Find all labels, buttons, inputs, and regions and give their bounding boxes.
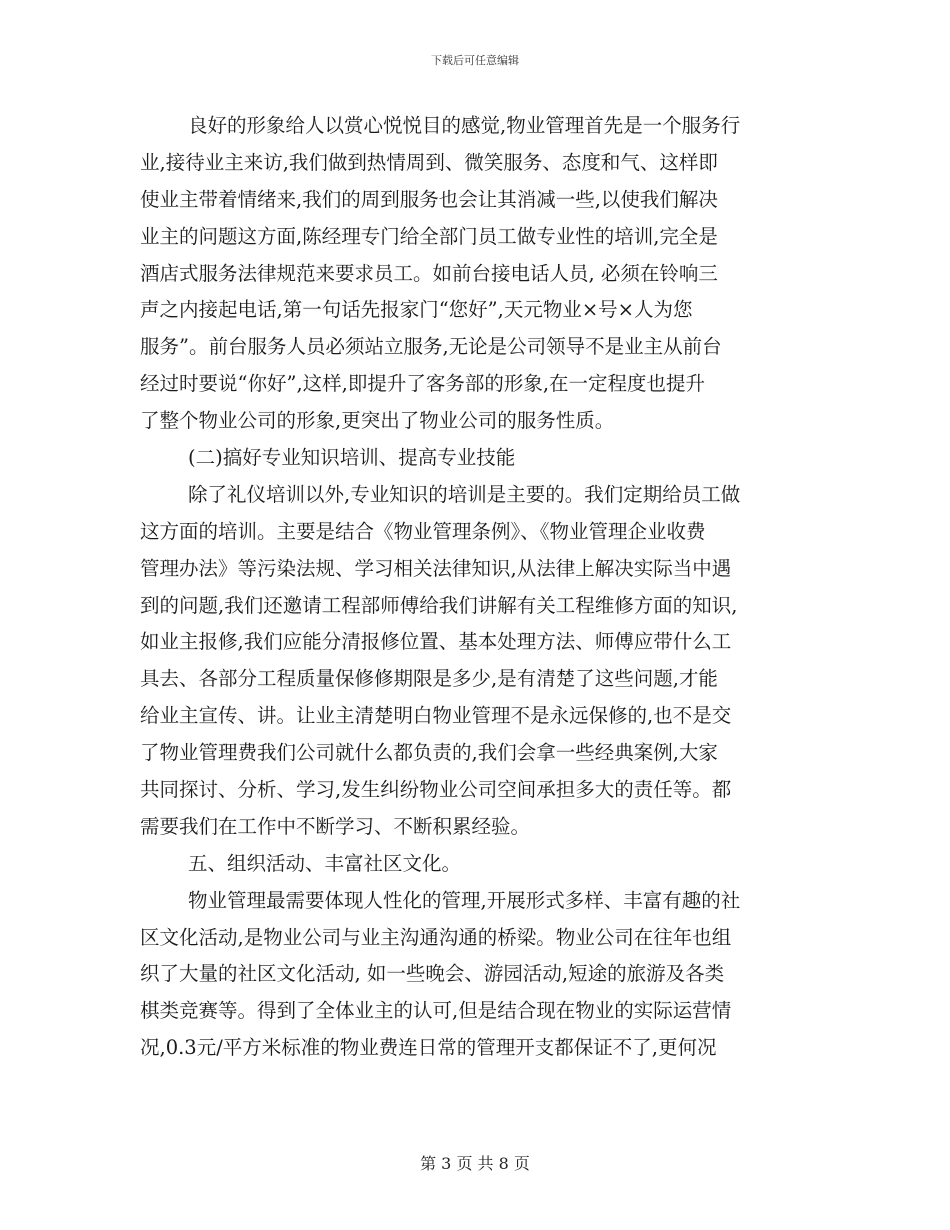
text-line: 声之内接起电话,第一句话先报家门“您好”,天元物业×号×人为您 [140, 298, 693, 322]
page-number: 第 3 页 共 8 页 [420, 1154, 530, 1173]
header-note: 下载后可任意编辑 [431, 54, 519, 67]
text-line: 良好的形象给人以赏心悦悦目的感觉,物业管理首先是一个服务行 [188, 114, 741, 137]
text-line: 区文化活动,是物业公司与业主沟通沟通的桥梁。物业公司在往年也组 [140, 925, 732, 949]
text-line: 使业主带着情绪来,我们的周到服务也会让其消减一些,以使我们解决 [140, 187, 718, 211]
text-line: 了整个物业公司的形象,更突出了物业公司的服务性质。 [140, 409, 615, 433]
text-line: 共同探讨、分析、学习,发生纠纷物业公司空间承担多大的责任等。都 [140, 778, 732, 802]
text-line: 酒店式服务法律规范来要求员工。如前台接电话人员, 必须在铃响三 [140, 261, 718, 285]
text-line: 到的问题,我们还邀请工程部师傅给我们讲解有关工程维修方面的知识, [140, 593, 738, 617]
text-line: 这方面的培训。主要是结合《物业管理条例》、《物业管理企业收费 [140, 519, 706, 543]
text-line: 给业主宣传、讲。让业主清楚明白物业管理不是永远保修的,也不是交 [140, 704, 732, 728]
text-line: 除了礼仪培训以外,专业知识的培训是主要的。我们定期给员工做 [188, 482, 741, 506]
page-footer [0, 1151, 950, 1174]
text-line: 服务”。前台服务人员必须站立服务,无论是公司领导不是业主从前台 [140, 335, 722, 359]
text-line: 物业管理最需要体现人性化的管理,开展形式多样、丰富有趣的社 [188, 888, 741, 912]
text-line: 具去、各部分工程质量保修修期限是多少,是有清楚了这些问题,才能 [140, 667, 718, 691]
text-line: (二)搞好专业知识培训、提高专业技能 [188, 446, 516, 470]
text-line: 如业主报修,我们应能分清报修位置、基本处理方法、师傅应带什么工 [140, 630, 732, 654]
text-line: 经过时要说“你好”,这样,即提升了客务部的形象,在一定程度也提升 [140, 372, 706, 396]
text-line: 业,接待业主来访,我们做到热情周到、微笑服务、态度和气、这样即 [140, 150, 718, 174]
text-line: 了物业管理费我们公司就什么都负责的,我们会拿一些经典案例,大家 [140, 741, 718, 765]
text-line: 需要我们在工作中不断学习、不断积累经验。 [140, 814, 531, 838]
page-header [0, 52, 950, 68]
text-line: 五、组织活动、丰富社区文化。 [188, 851, 462, 875]
text-line: 业主的问题这方面,陈经理专门给全部门员工做专业性的培训,完全是 [140, 224, 718, 248]
document-body [140, 108, 812, 1067]
text-line: 织了大量的社区文化活动, 如一些晚会、游园活动,短途的旅游及各类 [140, 962, 725, 986]
text-line: 管理办法》等污染法规、学习相关法律知识,从法律上解决实际当中遇 [140, 556, 732, 580]
text-line: 棋类竞赛等。得到了全体业主的认可,但是结合现在物业的实际运营情 [140, 999, 732, 1023]
text-line: 况,0.3元/平方米标准的物业费连日常的管理开支都保证不了,更何况 [140, 1036, 717, 1060]
